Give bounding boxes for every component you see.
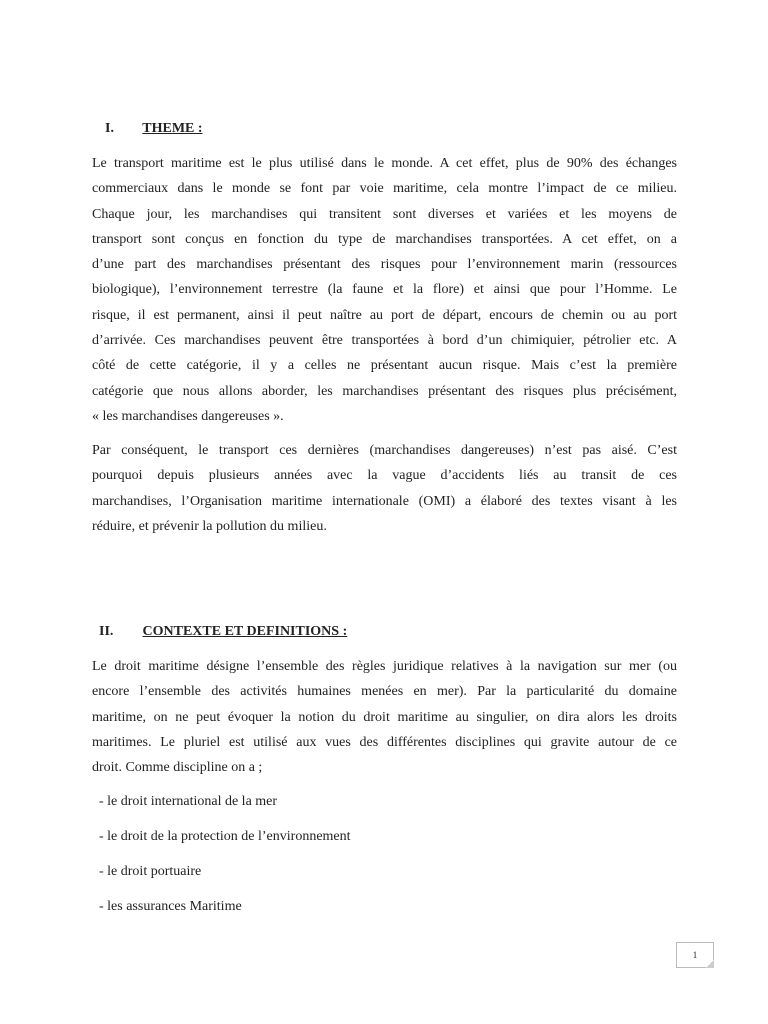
contexte-paragraph-1 [92,654,677,780]
page-fold-decoration [706,960,714,968]
list-item: - le droit portuaire [99,864,202,879]
page-number-box [676,942,714,968]
text-line: risque, il est permanent, ainsi il peut naître au port de départ, encours de chemin ou au port [92,307,677,323]
text-line: « les marchandises dangereuses ». [92,408,284,424]
text-line: Le droit maritime désigne l’ensemble des règles juridique relatives à la navigation sur mer (ou [92,659,677,674]
text-line: Chaque jour, les marchandises qui transitent sont diverses et variées et les moyens de [92,206,677,222]
section-heading-contexte [99,624,347,640]
text-line: pourquoi depuis plusieurs années avec la vague d’accidents liés au transit de ces [92,468,677,484]
text-line: commerciaux dans le monde se font par voie maritime, cela montre l’impact de ce milieu. [92,181,677,197]
text-line: marchandises, l’Organisation maritime internationale (OMI) a élaboré des textes visant à les [92,493,677,509]
section-title: CONTEXTE ET DEFINITIONS : [142,624,348,639]
text-line: maritimes. Le pluriel est utilisé aux vues des différentes disciplines qui gravite autour de ce [92,734,677,750]
theme-paragraph-1 [92,151,677,429]
text-line: côté de cette catégorie, il y a celles ne présentant aucun risque. Mais c’est la première [92,358,677,374]
text-line: encore l’ensemble des activités humaines menées en mer). Par la particularité du domaine [92,684,677,700]
text-line: droit. Comme discipline on a ; [92,760,263,776]
list-item: - le droit international de la mer [99,794,278,809]
list-item: - les assurances Maritime [99,899,242,914]
theme-paragraph-2 [92,438,677,539]
text-line: d’une part des marchandises présentant des risques pour l’environnement marin (ressources [92,257,677,273]
text-line: réduire, et prévenir la pollution du milieu. [92,518,327,534]
section-heading-theme [105,121,203,137]
list-item: - le droit de la protection de l’environnement [99,829,351,844]
text-line: maritime, on ne peut évoquer la notion du droit maritime au singulier, on dira alors les droits [92,709,677,725]
section-number: I. [105,121,114,136]
text-line: transport sont conçus en fonction du type de marchandises transportées. A cet effet, on a [92,231,677,247]
text-line: Par conséquent, le transport ces dernières (marchandises dangereuses) n’est pas aisé. C’est [92,443,677,458]
section-number: II. [99,624,114,639]
section-title: THEME : [142,121,203,136]
discipline-list [99,795,351,935]
page-number: 1 [692,950,698,960]
text-line: biologique), l’environnement terrestre (la faune et la flore) et ainsi que pour l’Homme. Le [92,282,677,298]
text-line: Le transport maritime est le plus utilisé dans le monde. A cet effet, plus de 90% des échanges [92,156,677,171]
text-line: catégorie que nous allons aborder, les marchandises présentant des risques plus précisément, [92,383,677,399]
text-line: d’arrivée. Ces marchandises peuvent être transportées à bord d’un chimiquier, pétrolier etc. A [92,333,677,349]
